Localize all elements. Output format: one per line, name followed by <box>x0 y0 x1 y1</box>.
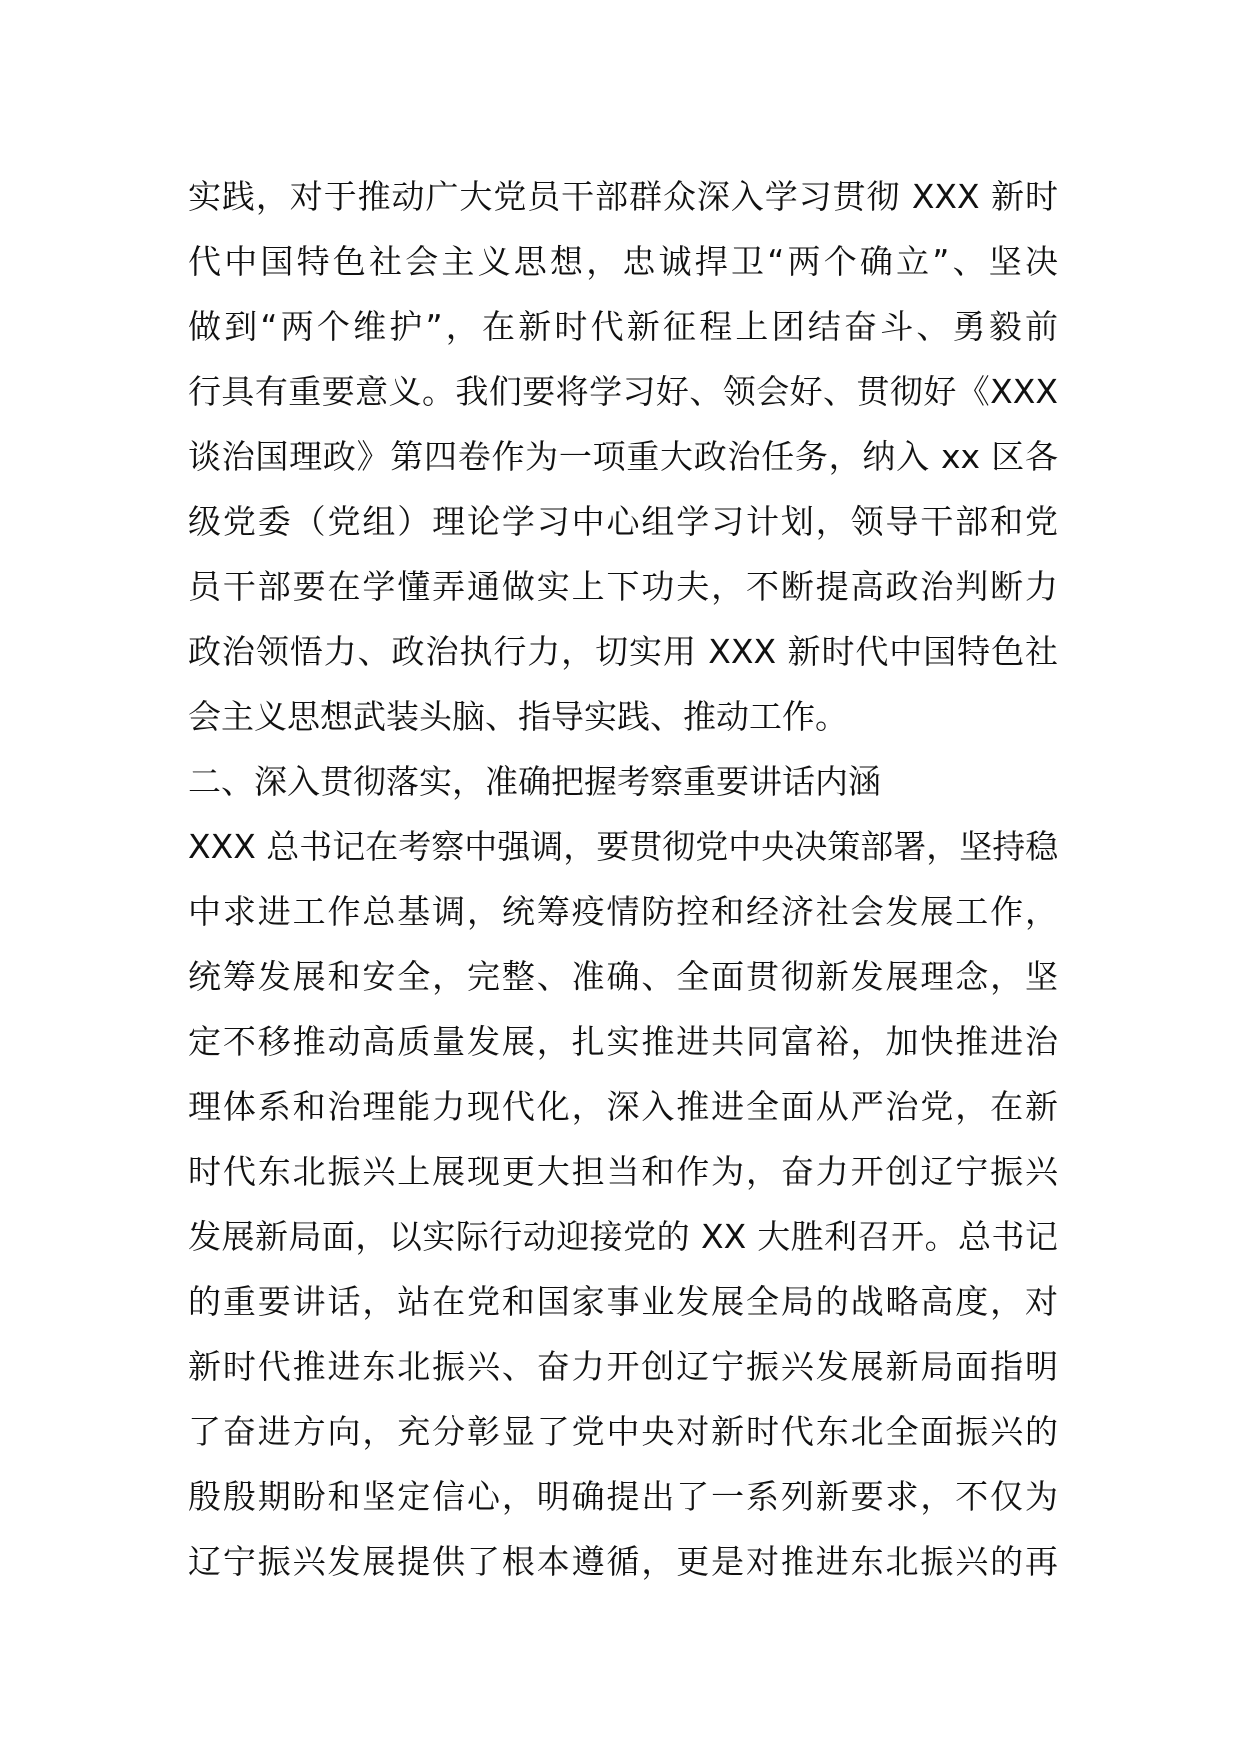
paragraph-line: 行具有重要意义。我们要将学习好、领会好、贯彻好《XXX <box>188 372 1058 411</box>
paragraph-line: 谈治国理政》第四卷作为一项重大政治任务，纳入 xx 区各 <box>188 437 1058 476</box>
paragraph-line: 代中国特色社会主义思想，忠诚捍卫“两个确立”、坚决 <box>188 242 1058 281</box>
paragraph-line: 辽宁振兴发展提供了根本遵循，更是对推进东北振兴的再 <box>188 1542 1058 1581</box>
paragraph-line: 理体系和治理能力现代化，深入推进全面从严治党，在新 <box>188 1087 1058 1126</box>
paragraph-line: 发展新局面，以实际行动迎接党的 XX 大胜利召开。总书记 <box>188 1217 1058 1256</box>
section-heading: 二、深入贯彻落实，准确把握考察重要讲话内涵 <box>188 762 881 801</box>
paragraph-line: 时代东北振兴上展现更大担当和作为，奋力开创辽宁振兴 <box>188 1152 1058 1191</box>
paragraph-line: 殷殷期盼和坚定信心，明确提出了一系列新要求，不仅为 <box>188 1477 1058 1516</box>
paragraph-line: XXX 总书记在考察中强调，要贯彻党中央决策部署，坚持稳 <box>188 827 1058 866</box>
paragraph-line: 新时代推进东北振兴、奋力开创辽宁振兴发展新局面指明 <box>188 1347 1058 1386</box>
paragraph-line: 级党委（党组）理论学习中心组学习计划，领导干部和党 <box>188 502 1058 541</box>
paragraph-1 <box>188 164 1058 749</box>
paragraph-line: 的重要讲话，站在党和国家事业发展全局的战略高度，对 <box>188 1282 1058 1321</box>
paragraph-line: 中求进工作总基调，统筹疫情防控和经济社会发展工作， <box>188 892 1058 931</box>
paragraph-line: 会主义思想武装头脑、指导实践、推动工作。 <box>188 697 848 736</box>
paragraph-line: 做到“两个维护”，在新时代新征程上团结奋斗、勇毅前 <box>188 307 1058 346</box>
document-body <box>188 164 1058 1594</box>
paragraph-2 <box>188 814 1058 1594</box>
paragraph-line: 定不移推动高质量发展，扎实推进共同富裕，加快推进治 <box>188 1022 1058 1061</box>
paragraph-line: 了奋进方向，充分彰显了党中央对新时代东北全面振兴的 <box>188 1412 1058 1451</box>
paragraph-line: 政治领悟力、政治执行力，切实用 XXX 新时代中国特色社 <box>188 632 1058 671</box>
paragraph-line: 实践，对于推动广大党员干部群众深入学习贯彻 XXX 新时 <box>188 177 1058 216</box>
paragraph-line: 统筹发展和安全，完整、准确、全面贯彻新发展理念，坚 <box>188 957 1058 996</box>
paragraph-line: 员干部要在学懂弄通做实上下功夫，不断提高政治判断力 <box>188 567 1058 606</box>
